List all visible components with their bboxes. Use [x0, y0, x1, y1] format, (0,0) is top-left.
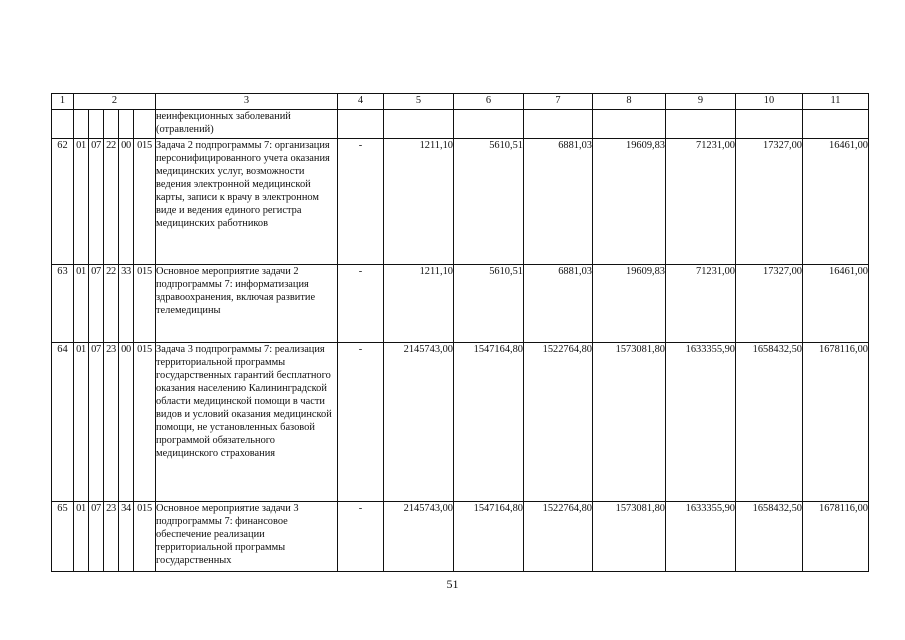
value-cell: 1547164,80 [454, 343, 524, 502]
code-cell [89, 110, 104, 139]
code-cell: 07 [89, 502, 104, 572]
item-name: неинфекционных заболеваний (отравлений) [156, 110, 338, 139]
header-row [52, 94, 869, 110]
code-cell: 01 [74, 343, 89, 502]
value-cell: 16461,00 [803, 265, 869, 343]
code-cell: 23 [104, 502, 119, 572]
value-cell: 1658432,50 [736, 343, 803, 502]
value-cell: 1522764,80 [524, 502, 593, 572]
row-number: 64 [52, 343, 74, 502]
value-cell: 71231,00 [666, 139, 736, 265]
item-name: Основное мероприятие задачи 2 подпрограммы 7: информатизация здравоохранения, включая развитие телемедицины [156, 265, 338, 343]
code-cell: 07 [89, 343, 104, 502]
value-cell: 16461,00 [803, 139, 869, 265]
code-cell: 015 [134, 265, 156, 343]
code-cell: 33 [119, 265, 134, 343]
col4-cell: - [338, 139, 384, 265]
code-cell: 01 [74, 139, 89, 265]
header-cell-2: 2 [74, 94, 156, 110]
value-cell: 1573081,80 [593, 502, 666, 572]
value-cell: 1678116,00 [803, 502, 869, 572]
header-cell-4: 4 [338, 94, 384, 110]
code-cell: 015 [134, 502, 156, 572]
value-cell: 5610,51 [454, 139, 524, 265]
value-cell: 2145743,00 [384, 343, 454, 502]
code-cell: 01 [74, 265, 89, 343]
col4-cell: - [338, 265, 384, 343]
code-cell [104, 110, 119, 139]
header-cell-5: 5 [384, 94, 454, 110]
value-cell: 5610,51 [454, 265, 524, 343]
table-row [52, 502, 869, 572]
budget-table [51, 93, 869, 572]
col4-cell [338, 110, 384, 139]
code-cell: 07 [89, 265, 104, 343]
page-number: 51 [446, 577, 459, 591]
header-cell-3: 3 [156, 94, 338, 110]
value-cell: 1547164,80 [454, 502, 524, 572]
value-cell: 1573081,80 [593, 343, 666, 502]
value-cell: 1211,10 [384, 139, 454, 265]
code-cell: 015 [134, 139, 156, 265]
code-cell: 00 [119, 139, 134, 265]
item-name: Задача 2 подпрограммы 7: организация персонифицированного учета оказания медицинских услуг, возможности ведения электронной медицинской карты, записи к врачу в электронном виде и ведения единого регистра медицинских работников [156, 139, 338, 265]
value-cell: 1522764,80 [524, 343, 593, 502]
code-cell: 22 [104, 139, 119, 265]
value-cell [454, 110, 524, 139]
value-cell [803, 110, 869, 139]
col4-cell: - [338, 343, 384, 502]
value-cell: 17327,00 [736, 265, 803, 343]
value-cell: 1211,10 [384, 265, 454, 343]
row-number: 62 [52, 139, 74, 265]
row-number [52, 110, 74, 139]
header-cell-1: 1 [52, 94, 74, 110]
value-cell: 1658432,50 [736, 502, 803, 572]
header-cell-7: 7 [524, 94, 593, 110]
value-cell: 1633355,90 [666, 343, 736, 502]
item-name: Основное мероприятие задачи 3 подпрограммы 7: финансовое обеспечение реализации территориальной программы государственных [156, 502, 338, 572]
header-cell-6: 6 [454, 94, 524, 110]
value-cell: 2145743,00 [384, 502, 454, 572]
value-cell: 1633355,90 [666, 502, 736, 572]
header-cell-11: 11 [803, 94, 869, 110]
code-cell: 015 [134, 343, 156, 502]
value-cell: 1678116,00 [803, 343, 869, 502]
value-cell: 71231,00 [666, 265, 736, 343]
code-cell: 00 [119, 343, 134, 502]
code-cell [134, 110, 156, 139]
table-row [52, 343, 869, 502]
code-cell: 01 [74, 502, 89, 572]
header-cell-10: 10 [736, 94, 803, 110]
header-cell-9: 9 [666, 94, 736, 110]
code-cell: 23 [104, 343, 119, 502]
code-cell: 07 [89, 139, 104, 265]
row-number: 65 [52, 502, 74, 572]
value-cell [666, 110, 736, 139]
code-cell: 22 [104, 265, 119, 343]
item-name: Задача 3 подпрограммы 7: реализация территориальной программы государственных гарантий бесплатного оказания населению Калининградской области медицинской помощи в части видов и условий оказания медицинской помощи, не установленных базовой программой обязательного медицинского страхования [156, 343, 338, 502]
value-cell: 19609,83 [593, 265, 666, 343]
header-cell-8: 8 [593, 94, 666, 110]
code-cell [119, 110, 134, 139]
row-number: 63 [52, 265, 74, 343]
value-cell [593, 110, 666, 139]
value-cell: 19609,83 [593, 139, 666, 265]
table-row [52, 110, 869, 139]
code-cell: 34 [119, 502, 134, 572]
value-cell [384, 110, 454, 139]
value-cell [736, 110, 803, 139]
col4-cell: - [338, 502, 384, 572]
value-cell: 6881,03 [524, 265, 593, 343]
table-row [52, 265, 869, 343]
value-cell: 6881,03 [524, 139, 593, 265]
value-cell: 17327,00 [736, 139, 803, 265]
code-cell [74, 110, 89, 139]
value-cell [524, 110, 593, 139]
table-row [52, 139, 869, 265]
